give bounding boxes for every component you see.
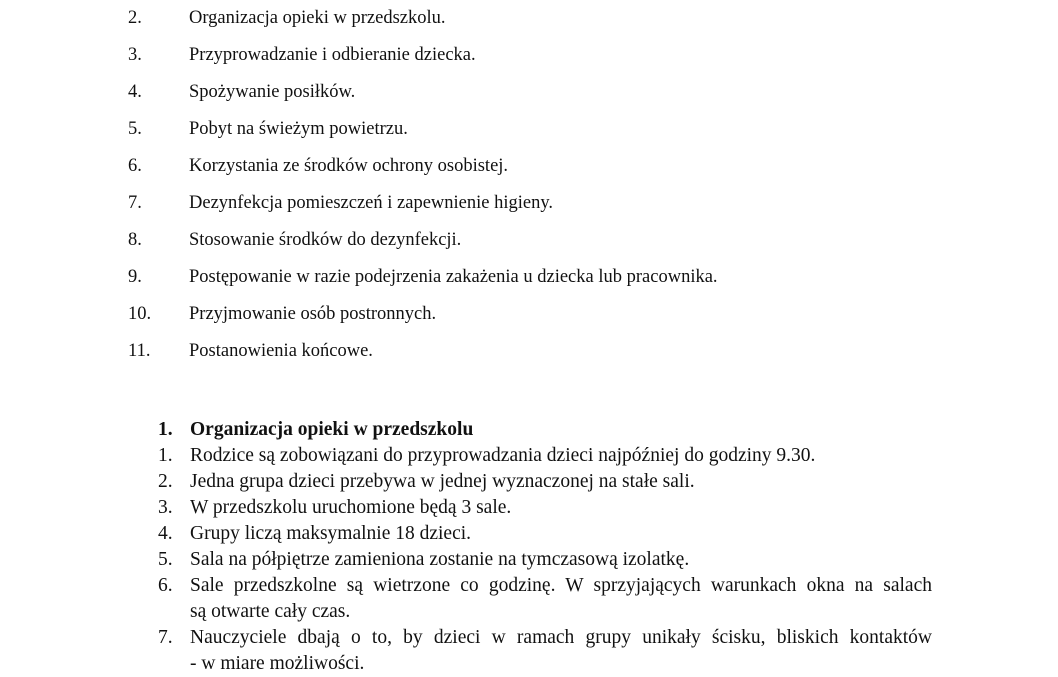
toc-item-text: Korzystania ze środków ochrony osobistej. [189,156,509,176]
section-heading-text: Organizacja opieki w przedszkolu [190,419,474,440]
toc-item-number: 9. [128,267,142,287]
list-item-continuation [0,651,1000,677]
toc-item [0,302,1000,326]
toc-item-text: Spożywanie posiłków. [189,82,356,102]
list-item-text-continued: - w miare możliwości. [190,653,365,674]
toc-item-text: Dezynfekcja pomieszczeń i zapewnienie higieny. [189,193,554,213]
list-item [0,495,1000,521]
list-item [0,547,1000,573]
toc-item-text: Przyprowadzanie i odbieranie dziecka. [189,45,476,65]
toc-item-text: Postępowanie w razie podejrzenia zakażenia u dziecka lub pracownika. [189,267,718,287]
list-item-number: 6. [158,575,173,596]
toc-item [0,265,1000,289]
section-heading [0,417,1000,443]
list-item-number: 2. [158,471,173,492]
toc-item [0,80,1000,104]
toc-item [0,191,1000,215]
section-heading-number: 1. [158,419,173,440]
toc-item [0,117,1000,141]
list-item-number: 1. [158,445,173,466]
list-item [0,521,1000,547]
list-item-text: Grupy liczą maksymalnie 18 dzieci. [190,523,472,544]
toc-item-text: Pobyt na świeżym powietrzu. [189,119,408,139]
list-item [0,573,1000,599]
toc-item-text: Stosowanie środków do dezynfekcji. [189,230,462,250]
list-item-number: 7. [158,627,173,648]
toc-item-number: 4. [128,82,142,102]
toc-item-number: 2. [128,8,142,28]
list-item-text: Rodzice są zobowiązani do przyprowadzania dzieci najpóźniej do godziny 9.30. [190,445,816,466]
list-item-continuation [0,599,1000,625]
toc-item-text: Przyjmowanie osób postronnych. [189,304,437,324]
toc-item-number: 5. [128,119,142,139]
toc-item [0,339,1000,363]
toc-item [0,154,1000,178]
toc-item-number: 7. [128,193,142,213]
toc-item-text: Organizacja opieki w przedszkolu. [189,8,446,28]
list-item-text-continued: są otwarte cały czas. [190,601,351,622]
toc-item-number: 11. [128,341,151,361]
list-item [0,469,1000,495]
toc-item-number: 8. [128,230,142,250]
list-item-text: Nauczyciele dbają o to, by dzieci w ramach grupy unikały ścisku, bliskich kontaktów [190,627,932,648]
toc-item [0,6,1000,30]
toc-item [0,228,1000,252]
list-item-text: Sale przedszkolne są wietrzone co godzinę. W sprzyjających warunkach okna na salach [190,575,932,596]
list-item-text: Jedna grupa dzieci przebywa w jednej wyznaczonej na stałe sali. [190,471,695,492]
toc-item-number: 10. [128,304,152,324]
toc-item-number: 3. [128,45,142,65]
list-item-text: W przedszkolu uruchomione będą 3 sale. [190,497,512,518]
list-item-number: 5. [158,549,173,570]
list-item [0,443,1000,469]
list-item [0,625,1000,651]
toc-item-text: Postanowienia końcowe. [189,341,373,361]
toc-item-number: 6. [128,156,142,176]
list-item-number: 4. [158,523,173,544]
toc-item [0,43,1000,67]
list-item-number: 3. [158,497,173,518]
list-item-text: Sala na półpiętrze zamieniona zostanie na tymczasową izolatkę. [190,549,690,570]
